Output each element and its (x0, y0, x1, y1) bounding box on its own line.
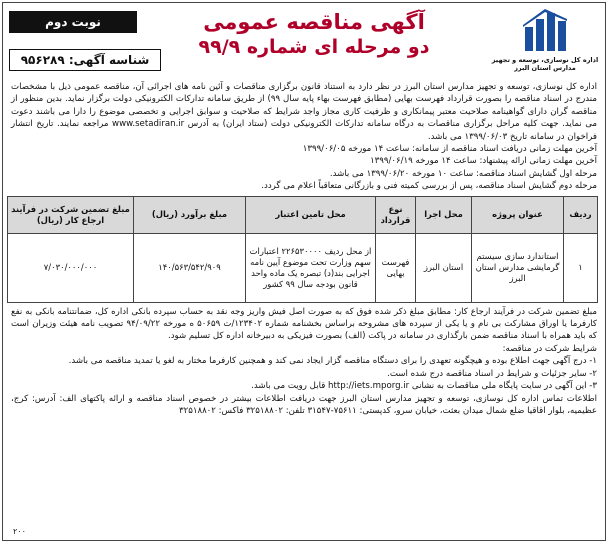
tender-notice-page (2, 2, 606, 541)
conditions-title: شرایط شرکت در مناقصه: (502, 343, 597, 354)
intro-section (3, 81, 605, 193)
notice-title: آگهی مناقصه عمومی (203, 10, 425, 34)
conditions-section (3, 306, 605, 418)
col-header-guarantee: مبلغ تضمین شرکت در فرآیند ارجاع کار (ریال) (8, 196, 134, 233)
projects-table (7, 196, 598, 303)
guarantee-paragraph: مبلغ تضمین شرکت در فرآیند ارجاع کار: مطابق مبلغ ذکر شده فوق که به صورت اصل فیش واریز وجه نقد به حساب سپرده بانکی اداره کل، ضمانتنامه بانکی به نفع کارفرما یا اوراق مشارکت بی نام و یا یکی از سپرده های مشروحه براساس بخشنامه شماره ۱۲۳۴۰۲/ت ۵۰۶۵۹ ه مورخه ۹۴/۰۹/۲۲ تصویب نامه هیئت وزیران است که باید همراه با اسناد مناقصه ضمن بارگذاری در سامانه در پاکت (الف) بصورت فیزیکی به دبیرخانه اداره کل تسلیم شود. (11, 306, 598, 342)
condition-item-3: ۳- این آگهی در سایت پایگاه ملی مناقصات به نشانی http://iets.mporg.ir قابل رویت می باشد. (251, 381, 597, 392)
notice-subtitle: دو مرحله ای شماره ۹۹/۹ (198, 36, 430, 58)
opening-first: مرحله اول گشایش اسناد مناقصه: ساعت ۱۰ مورخه ۱۳۹۹/۰۶/۲۰ می باشد. (329, 168, 597, 179)
notice-id-badge: شناسه آگهی: ۹۵۶۲۸۹ (9, 49, 161, 71)
contact-info: اطلاعات تماس اداره کل نوسازی، توسعه و تجهیز مدارس استان البرز جهت دریافت اطلاعات بیشتر در خصوص اسناد مناقصه و ارائه پاکتهای الف: آدرس: کرج، عظیمیه، بلوار اقاقیا ضلع شمال میدان بعثت، خیابان سرو، کدپستی: ۷۵۶۱۱-۳۱۵۴۷ تلفن: ۳۲۵۱۸۸۰۲ فاکس: ۳۲۵۱۸۸۰۲ (11, 393, 597, 416)
table-header-row (8, 196, 598, 233)
cell-estimate: ۱۴۰/۵۶۳/۵۴۲/۹۰۹ (134, 233, 246, 302)
cell-location: استان البرز (416, 233, 472, 302)
col-header-location: محل اجرا (416, 196, 472, 233)
condition-item-1: ۱- درج آگهی جهت اطلاع بوده و هیچگونه تعهدی را برای دستگاه مناقصه گزار ایجاد نمی کند و همچنین کارفرما مختار به لغو یا تمدید مناقصه می باشد. (68, 356, 597, 367)
col-header-estimate: مبلغ برآورد (ریال) (134, 196, 246, 233)
opening-second: مرحله دوم گشایش اسناد مناقصه، پس از بررسی کمیته فنی و بازرگانی متعاقباً اعلام می گردد. (261, 181, 597, 192)
cell-project-title: استاندارد سازی سیستم گرمایشی مدارس استان البرز (472, 233, 564, 302)
cell-contract-type: فهرست بهایی (376, 233, 416, 302)
deadline-offer: آخرین مهلت زمانی ارائه پیشنهاد: ساعت ۱۴ مورخه ۱۳۹۹/۰۶/۱۹ (370, 156, 597, 167)
organization-logo (491, 7, 599, 72)
col-header-project-title: عنوان پروژه (472, 196, 564, 233)
cell-row-num: ۱ (564, 233, 598, 302)
condition-item-2: ۲- سایر جزئیات و شرایط در اسناد مناقصه درج شده است. (387, 368, 597, 379)
table-row (8, 233, 598, 302)
notice-header (3, 3, 605, 81)
cell-funding-source: از محل ردیف ۲۲۶۵۳۰۰۰۰ اعتبارات سهم وزارت تحت موضوع آیین نامه اجرایی بند(د) تبصره یک ماده واحد قانون بودجه سال ۹۹ کشور (246, 233, 376, 302)
organization-name: اداره کل نوسازی، توسعه و تجهیز مدارس استان البرز (491, 56, 599, 72)
col-header-funding-source: محل تامین اعتبار (246, 196, 376, 233)
col-header-row-num: ردیف (564, 196, 598, 233)
intro-paragraph: اداره کل نوسازی، توسعه و تجهیز مدارس استان البرز در نظر دارد به استناد قانون برگزاری مناقصات و آئین نامه های اجرائی آن، مناقصه عمومی ذیل با مشخصات مندرج در اسناد مناقصه را بصورت قرارداد فهرست بهایی (مطابق فهرست بهاء پایه سال ۹۹) از طریق سامانه تدارکات الکترونیکی دولت برگزار نماید. بدین منظور از مناقصه گران دارای گواهینامه صلاحیت معتبر پیمانکاری و ظرفیت کاری مجاز واجد شرایط که صلاحیت و سوابق اجرایی و تخصصی موضوع را دارا می باشند دعوت می نماید. جهت کلیه مراحل برگزاری مناقصات به درگاه سامانه تدارکات الکترونیکی دولت (ستاد ایران) به آدرس www.setadiran.ir مراجعه نمایند. تاریخ انتشار فراخوان در سامانه تاریخ ۱۳۹۹/۰۶/۰۳ می باشد. (11, 82, 598, 142)
page-number: ۲۰۰ (13, 527, 26, 536)
building-logo-icon (519, 7, 571, 55)
title-block (173, 9, 455, 59)
deadline-docs: آخرین مهلت زمانی دریافت اسناد مناقصه از سامانه: ساعت ۱۴ مورخه ۱۳۹۹/۰۶/۰۵ (302, 144, 597, 155)
col-header-contract-type: نوع قرارداد (376, 196, 416, 233)
round-badge: نوبت دوم (9, 11, 137, 33)
cell-guarantee: ۷/۰۳۰/۰۰۰/۰۰۰ (8, 233, 134, 302)
